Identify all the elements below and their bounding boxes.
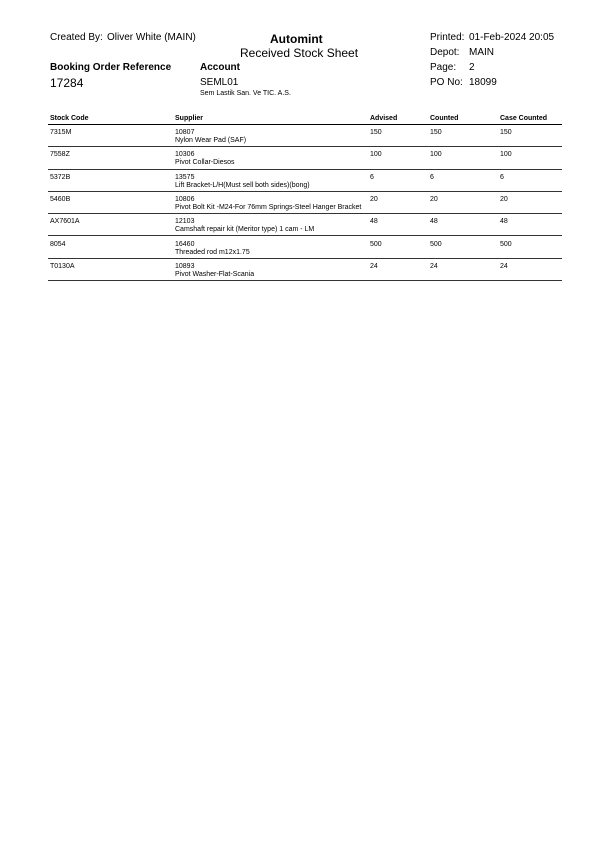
col-header-stock-code: Stock Code	[50, 115, 89, 122]
depot-label: Depot:	[430, 47, 460, 58]
table-row	[48, 147, 562, 169]
sheet-title: Received Stock Sheet	[240, 46, 359, 60]
cell-description: Nylon Wear Pad (SAF)	[175, 137, 247, 144]
cell-stock-code: T0130A	[50, 262, 75, 270]
cell-advised: 100	[370, 151, 382, 159]
col-header-case-counted: Case Counted	[500, 115, 548, 122]
cell-supplier-code: 16460	[175, 240, 195, 248]
cell-stock-code: 5460B	[50, 195, 71, 203]
cell-advised: 20	[370, 195, 378, 203]
cell-stock-code: 7558Z	[50, 151, 70, 159]
cell-advised: 24	[370, 262, 378, 270]
cell-description: Pivot Bolt Kit -M24-For 76mm Springs-Steel Hanger Bracket	[175, 203, 362, 211]
printed-label: Printed:	[430, 32, 465, 43]
cell-counted: 500	[430, 240, 442, 248]
cell-description: Pivot Washer-Flat-Scania	[175, 270, 255, 278]
row-divider	[48, 280, 562, 281]
booking-ref-label: Booking Order Reference	[50, 62, 172, 73]
table-row	[48, 214, 562, 236]
company-name: Automint	[270, 32, 323, 46]
cell-description: Threaded rod m12x1.75	[175, 248, 250, 256]
col-header-counted: Counted	[430, 115, 459, 122]
table-row	[48, 259, 562, 281]
table-row	[48, 192, 562, 214]
cell-supplier-code: 10806	[175, 195, 195, 203]
col-header-advised: Advised	[370, 115, 398, 122]
cell-advised: 6	[370, 173, 374, 181]
depot-value: MAIN	[469, 47, 494, 58]
table-row	[48, 170, 562, 192]
cell-counted: 6	[430, 173, 434, 181]
account-name: Sem Lastik San. Ve TIC. A.S.	[200, 90, 291, 97]
cell-counted: 24	[430, 262, 438, 270]
cell-supplier-code: 12103	[175, 218, 195, 226]
table-row	[48, 125, 562, 147]
cell-case-counted: 100	[500, 151, 512, 159]
cell-case-counted: 48	[500, 218, 508, 226]
printed-value: 01-Feb-2024 20:05	[469, 32, 555, 43]
cell-advised: 500	[370, 240, 382, 248]
cell-supplier-code: 10807	[175, 129, 195, 136]
cell-counted: 48	[430, 218, 438, 226]
cell-counted: 20	[430, 195, 438, 203]
cell-case-counted: 20	[500, 195, 508, 203]
cell-counted: 150	[430, 129, 442, 136]
booking-ref-value: 17284	[50, 76, 84, 90]
cell-case-counted: 150	[500, 129, 512, 136]
cell-supplier-code: 13575	[175, 173, 195, 181]
cell-description: Camshaft repair kit (Meritor type) 1 cam - LM	[175, 226, 315, 234]
cell-description: Pivot Collar-Diesos	[175, 159, 235, 167]
page-number: 2	[469, 62, 475, 73]
cell-case-counted: 500	[500, 240, 512, 248]
cell-stock-code: 8054	[50, 240, 66, 248]
account-label: Account	[200, 62, 240, 73]
po-label: PO No:	[430, 77, 463, 88]
cell-stock-code: AX7601A	[50, 218, 80, 226]
cell-counted: 100	[430, 151, 442, 159]
cell-supplier-code: 10306	[175, 151, 195, 159]
cell-description: Lift Bracket-L/H(Must sell both sides)(bong)	[175, 181, 310, 189]
created-by-value: Oliver White (MAIN)	[107, 32, 196, 43]
cell-stock-code: 5372B	[50, 173, 71, 181]
created-by-label: Created By:	[50, 32, 103, 43]
cell-case-counted: 24	[500, 262, 508, 270]
page-label: Page:	[430, 62, 457, 73]
cell-supplier-code: 10893	[175, 262, 195, 270]
cell-advised: 48	[370, 218, 378, 226]
po-number: 18099	[469, 77, 497, 88]
account-code: SEML01	[200, 77, 239, 88]
cell-case-counted: 6	[500, 173, 504, 181]
cell-stock-code: 7315M	[50, 129, 72, 136]
col-header-supplier: Supplier	[175, 115, 204, 122]
cell-advised: 150	[370, 129, 382, 136]
table-row	[48, 237, 562, 259]
